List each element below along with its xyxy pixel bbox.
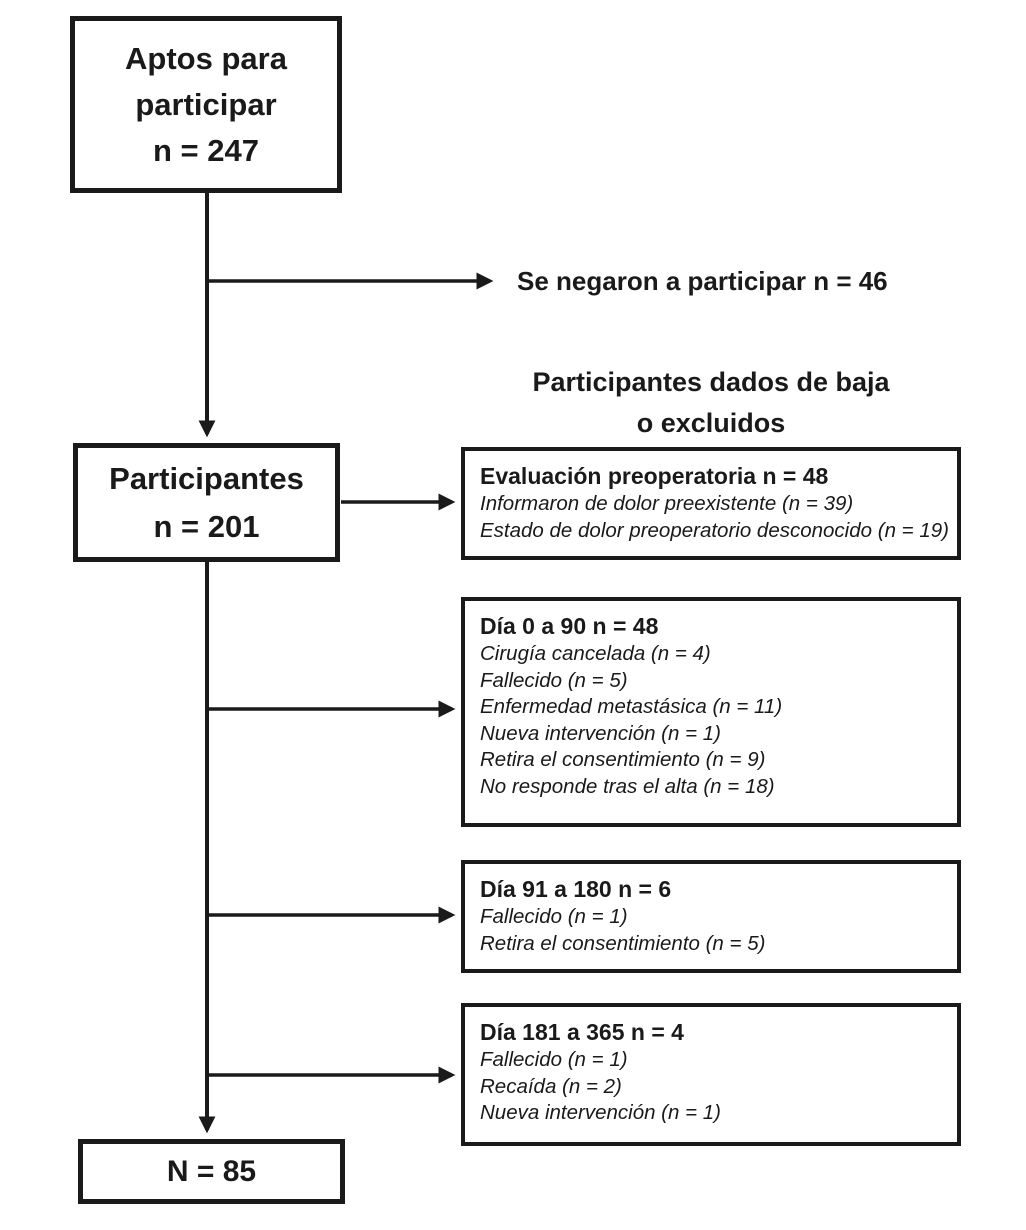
exclusion-item: Fallecido (n = 1) (480, 1048, 628, 1071)
exclusion-item: Retira el consentimiento (n = 9) (480, 748, 766, 771)
exclusion-box-preoperative (461, 447, 961, 560)
exclusions-header-line1: Participantes dados de baja (532, 367, 890, 397)
participants-box (73, 443, 340, 562)
exclusion-item: Estado de dolor preoperatorio desconocido (n = 19) (480, 518, 949, 542)
participants-count: n = 201 (153, 508, 260, 544)
exclusion-box-day181-365 (461, 1003, 961, 1146)
exclusion-item: Nueva intervención (n = 1) (480, 1101, 722, 1124)
exclusion-box-day91-180 (461, 860, 961, 973)
eligible-box (70, 16, 342, 193)
eligible-count: n = 247 (153, 132, 259, 168)
exclusion-item: Fallecido (n = 5) (480, 668, 628, 692)
exclusions-header (461, 362, 961, 444)
final-count: N = 85 (166, 1154, 257, 1188)
exclusion-box-title: Evaluación preoperatoria n = 48 (480, 463, 829, 489)
exclusion-box-title: Día 0 a 90 n = 48 (480, 613, 659, 639)
exclusion-box-day0-90 (461, 597, 961, 827)
exclusion-item: Recaída (n = 2) (480, 1074, 622, 1098)
exclusion-item: Nueva intervención (n = 1) (480, 721, 722, 745)
refusal-label: Se negaron a participar n = 46 (517, 266, 888, 296)
eligible-label: Aptos para participar (125, 40, 287, 122)
exclusion-item: Retira el consentimiento (n = 5) (480, 931, 766, 955)
exclusion-box-title: Día 181 a 365 n = 4 (480, 1019, 684, 1045)
exclusion-item: No responde tras el alta (n = 18) (480, 774, 775, 798)
exclusion-item: Informaron de dolor preexistente (n = 39) (480, 492, 854, 515)
participants-label: Participantes (109, 460, 304, 496)
exclusion-item: Enfermedad metastásica (n = 11) (480, 695, 783, 718)
exclusion-item: Cirugía cancelada (n = 4) (480, 642, 711, 665)
exclusion-item: Fallecido (n = 1) (480, 905, 628, 928)
exclusions-header-line2: o excluidos (636, 408, 786, 438)
final-count-box (78, 1139, 345, 1204)
exclusion-box-title: Día 91 a 180 n = 6 (480, 876, 672, 902)
